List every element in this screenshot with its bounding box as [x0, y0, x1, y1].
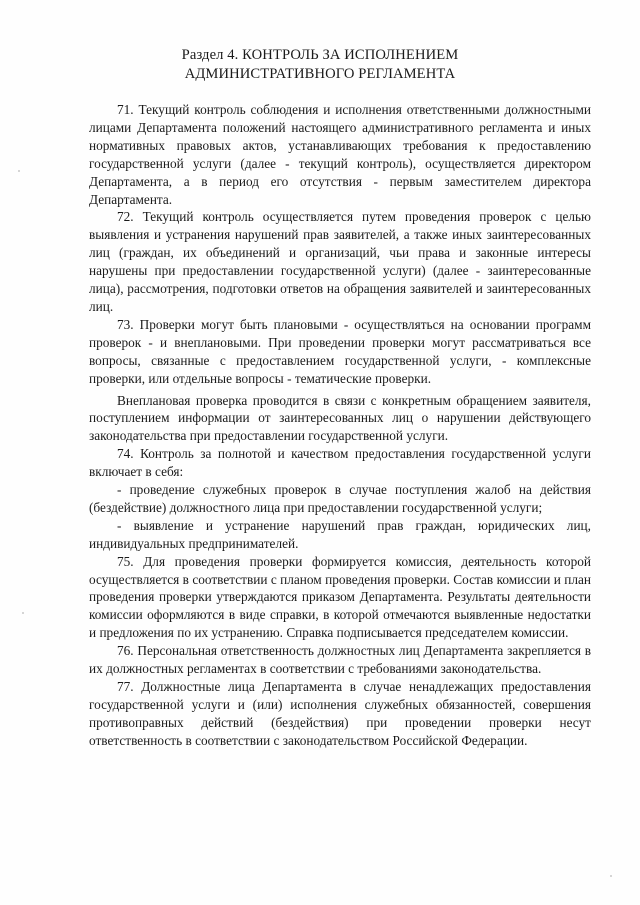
section-title-line-1: Раздел 4. КОНТРОЛЬ ЗА ИСПОЛНЕНИЕМ — [181, 47, 459, 63]
scan-speck — [18, 170, 20, 172]
paragraph-73: 73. Проверки могут быть плановыми - осуществляться на основании программ проверок - и внеплановыми. При проведении проверки могут рассматриваться все вопросы, связанные с предоставлением государственной услуги, - комплексные проверки, или отдельные вопросы - тематические проверки. — [89, 316, 591, 386]
scan-speck — [22, 612, 24, 614]
paragraph-unscheduled-inspection: Внеплановая проверка проводится в связи с конкретным обращением заявителя, поступлением информации от заинтересованных лиц о нарушении действующего законодательства при предоставлении государственной услуги. — [89, 392, 591, 444]
paragraph-72: 72. Текущий контроль осуществляется путем проведения проверок с целью выявления и устранения нарушений прав заявителей, а также иных заинтересованных лиц (граждан, их объединений и организаций, чьи права и законные интересы нарушены при предоставлении государственной услуги) (далее - заинтересованные лица), рассмотрения, подготовки ответов на обращения заявителей и заинтересованных лиц. — [89, 209, 591, 314]
paragraph-74: 74. Контроль за полнотой и качеством предоставления государственной услуги включает в себя: — [89, 446, 591, 480]
paragraph-71: 71. Текущий контроль соблюдения и исполнения ответственными должностными лицами Департамента положений настоящего административного регламента и иных нормативных правовых актов, устанавливающих требования к предоставлению государственной услуги (далее - текущий контроль), осуществляется директором Департамента, а в период его отсутствия - первым заместителем директора Департамента. — [89, 102, 591, 207]
section-title-line-2: АДМИНИСТРАТИВНОГО РЕГЛАМЕНТА — [184, 66, 456, 82]
paragraph-76: 76. Персональная ответственность должностных лиц Департамента закрепляется в их должностных регламентах в соответствии с требованиями законодательства. — [89, 643, 591, 677]
scan-speck — [610, 875, 612, 877]
paragraph-75: 75. Для проведения проверки формируется комиссия, деятельность которой осуществляется в соответствии с планом проведения проверки. Состав комиссии и план проведения проверки утверждаются приказом Департамента. Результаты деятельности комиссии оформляются в виде справки, в которой отмечаются выявленные недостатки и предложения по их устранению. Справка подписывается председателем комиссии. — [89, 553, 591, 641]
list-item-service-inspections: - проведение служебных проверок в случае поступления жалоб на действия (бездействие) должностного лица при предоставлении государственной услуги; — [89, 482, 591, 515]
paragraph-77: 77. Должностные лица Департамента в случае ненадлежащих предоставления государственной услуги и (или) исполнения служебных обязанностей, совершения противоправных действий (бездействия) при проведении проверки несут ответственность в соответствии с законодательством Российской Федерации. — [89, 679, 591, 748]
section-heading — [0, 46, 640, 84]
document-body — [89, 101, 591, 750]
list-item-violations-elimination: - выявление и устранение нарушений прав граждан, юридических лиц, индивидуальных предпринимателей. — [89, 517, 591, 551]
